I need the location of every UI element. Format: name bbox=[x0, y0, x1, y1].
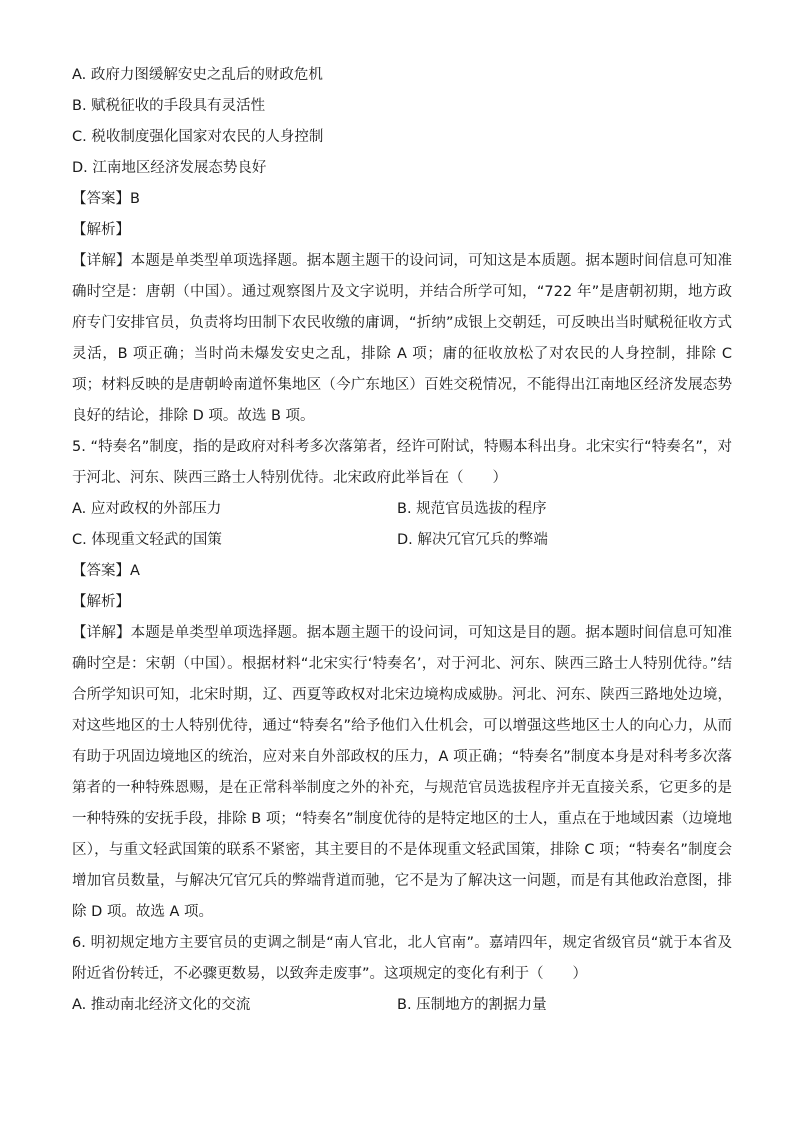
q4-explanation: 【详解】本题是单类型单项选择题。据本题主题干的设问词，可知这是本质题。据本题时间信息可知准确时空是：唐朝（中国）。通过观察图片及文字说明，并结合所学可知，“722 年”是唐朝初期，地方政府专门安排官员，负责将均田制下农民收缴的庸调，“折纳”成银上交朝廷，可反映出当时赋税征收方式灵活，B 项正确；当时尚未爆发安史之乱，排除 A 项；庸的征收放松了对农民的人身控制，排除 C 项；材料反映的是唐朝岭南道怀集地区（今广东地区）百姓交税情况，不能得出江南地区经济发展态势良好的结论，排除 D 项。故选 B 项。 bbox=[72, 253, 732, 424]
q5-stem: 5. “特奏名”制度，指的是政府对科考多次落第者，经许可附试，特赐本科出身。北宋实行“特奏名”，对于河北、河东、陕西三路士人特别优待。北宋政府此举旨在（ ） bbox=[72, 439, 732, 486]
q5-options-row-1 bbox=[72, 494, 732, 525]
document-page bbox=[72, 60, 732, 1021]
q5-option-b: B. 规范官员选拔的程序 bbox=[397, 501, 547, 517]
q4-option-b: B. 赋税征收的手段具有灵活性 bbox=[72, 98, 266, 114]
q5-options-row-2 bbox=[72, 525, 732, 556]
q5-analysis-label: 【解析】 bbox=[72, 594, 130, 610]
q4-answer: 【答案】B bbox=[72, 191, 140, 207]
q6-options-row-1 bbox=[72, 990, 732, 1021]
q5-option-c: C. 体现重文轻武的国策 bbox=[72, 532, 222, 548]
q5-answer: 【答案】A bbox=[72, 563, 140, 579]
q4-option-c: C. 税收制度强化国家对农民的人身控制 bbox=[72, 129, 324, 145]
q6-option-a: A. 推动南北经济文化的交流 bbox=[72, 997, 251, 1013]
q6-option-b: B. 压制地方的割据力量 bbox=[397, 997, 547, 1013]
q5-option-a: A. 应对政权的外部压力 bbox=[72, 501, 222, 517]
q4-option-a: A. 政府力图缓解安史之乱后的财政危机 bbox=[72, 67, 323, 83]
q6-stem: 6. 明初规定地方主要官员的吏调之制是“南人官北，北人官南”。嘉靖四年，规定省级官员“就于本省及附近省份转迁，不必骤更数易，以致奔走废事”。这项规定的变化有利于（ ） bbox=[72, 935, 732, 982]
q4-option-d: D. 江南地区经济发展态势良好 bbox=[72, 160, 267, 176]
q4-analysis-label: 【解析】 bbox=[72, 222, 130, 238]
q5-option-d: D. 解决冗官冗兵的弊端 bbox=[397, 532, 548, 548]
q5-explanation: 【详解】本题是单类型单项选择题。据本题主题干的设问词，可知这是目的题。据本题时间信息可知准确时空是：宋朝（中国）。根据材料“北宋实行‘特奏名’，对于河北、河东、陕西三路士人特别优待。”结合所学知识可知，北宋时期，辽、西夏等政权对北宋边境构成威胁。河北、河东、陕西三路地处边境，对这些地区的士人特别优待，通过“特奏名”给予他们入仕机会，可以增强这些地区士人的向心力，从而有助于巩固边境地区的统治，应对来自外部政权的压力，A 项正确；“特奏名”制度本身是对科考多次落第者的一种特殊恩赐，是在正常科举制度之外的补充，与规范官员选拔程序并无直接关系，它更多的是一种特殊的安抚手段，排除 B 项；“特奏名”制度优待的是特定地区的士人，重点在于地域因素（边境地区），与重文轻武国策的联系不紧密，其主要目的不是体现重文轻武国策，排除 C 项；“特奏名”制度会增加官员数量，与解决冗官冗兵的弊端背道而驰，它不是为了解决这一问题，而是有其他政治意图，排除 D 项。故选 A 项。 bbox=[72, 625, 732, 920]
